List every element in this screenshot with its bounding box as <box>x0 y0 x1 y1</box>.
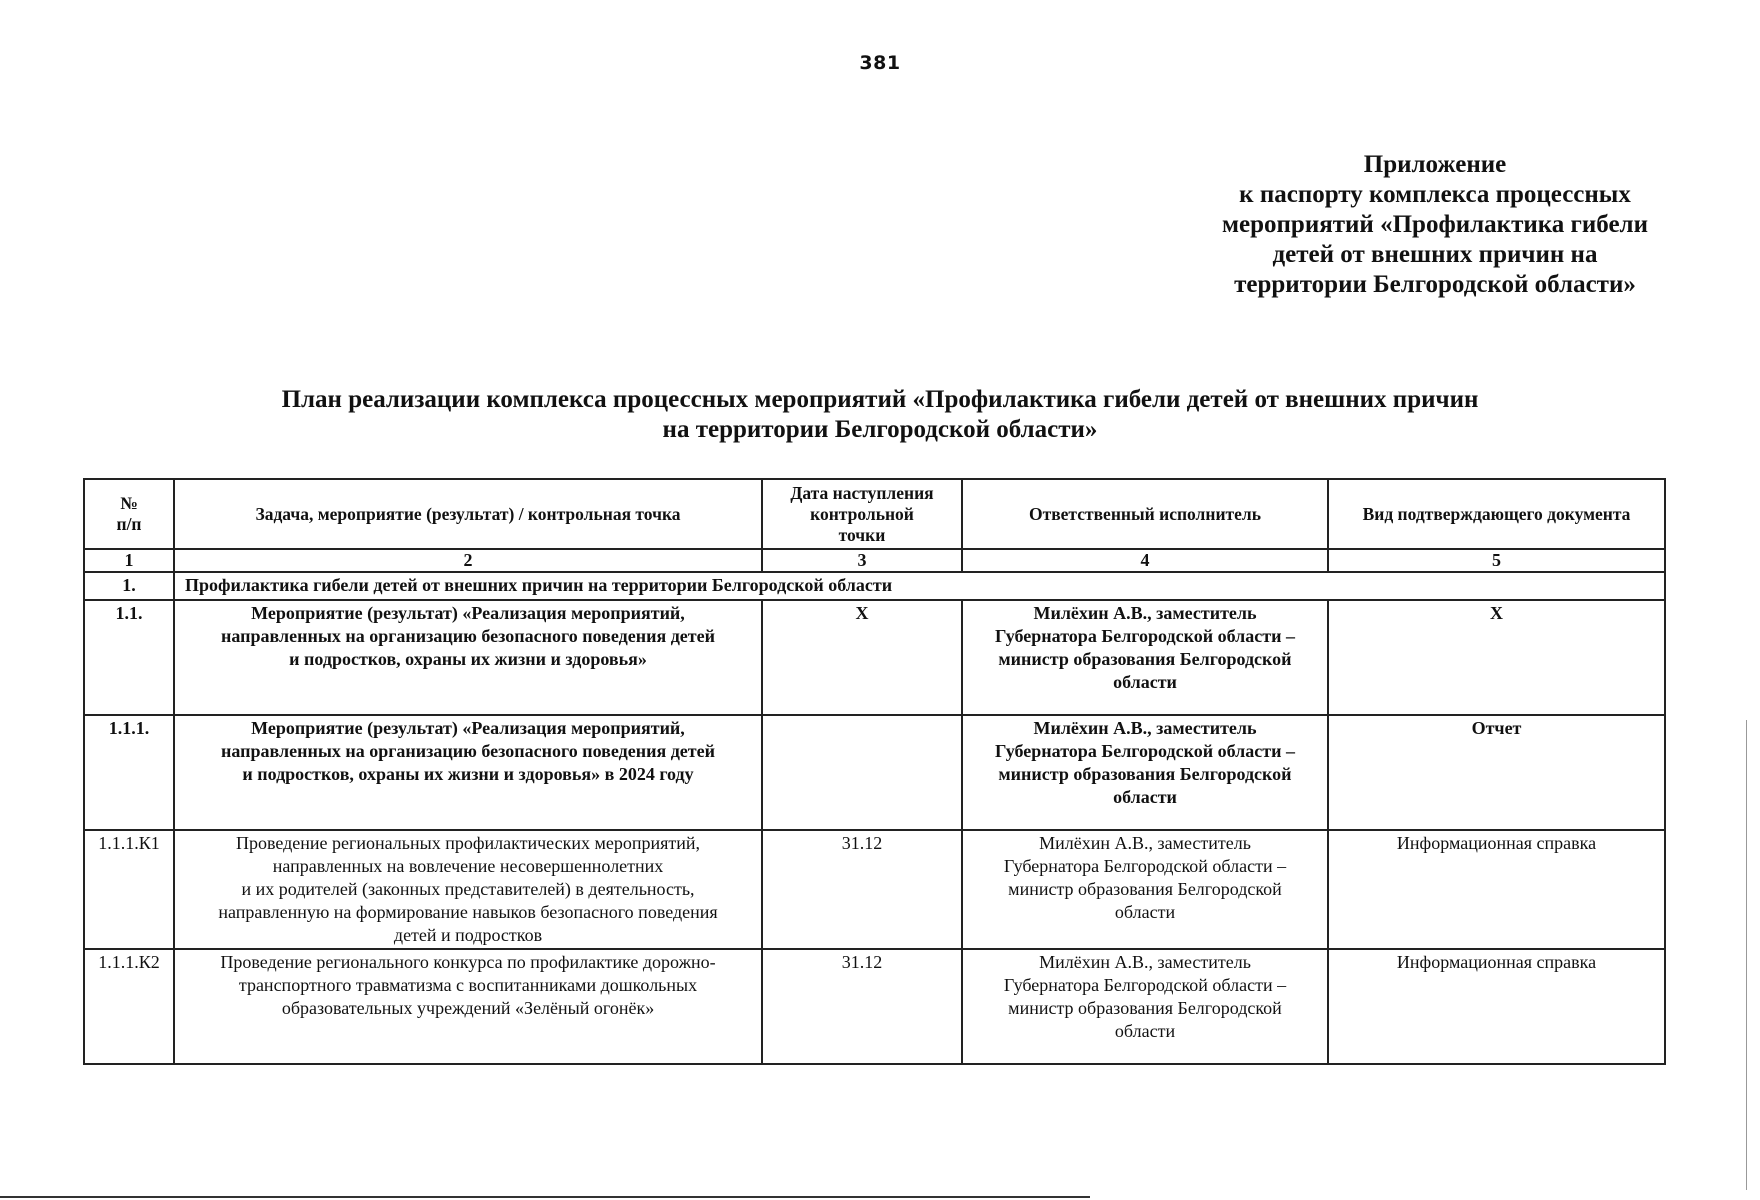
appendix-line: к паспорту комплекса процессных <box>1239 181 1631 208</box>
row-task-line: и подростков, охраны их жизни и здоровья» в 2024 году <box>242 764 694 784</box>
table-row <box>84 830 1665 949</box>
header-task: Задача, мероприятие (результат) / контрольная точка <box>174 479 762 549</box>
column-number: 3 <box>762 549 962 572</box>
column-number: 2 <box>174 549 762 572</box>
header-date-line: Дата наступления <box>790 482 934 503</box>
appendix-caption <box>1195 150 1675 300</box>
header-doc: Вид подтверждающего документа <box>1328 479 1665 549</box>
row-responsible <box>962 715 1328 830</box>
row-responsible-line: области <box>1113 672 1177 692</box>
scan-edge-line <box>0 1196 1090 1198</box>
appendix-line: мероприятий «Профилактика гибели <box>1221 211 1648 238</box>
page-number: 381 <box>859 52 901 74</box>
section-row <box>84 572 1665 600</box>
row-responsible <box>962 830 1328 949</box>
row-task-line: образовательных учреждений «Зелёный огонёк» <box>281 998 655 1018</box>
row-responsible <box>962 600 1328 715</box>
row-doc: Информационная справка <box>1328 830 1665 949</box>
row-responsible-line: Губернатора Белгородской области – <box>1003 975 1287 995</box>
header-num-line: № <box>120 493 138 513</box>
row-doc: Информационная справка <box>1328 949 1665 1064</box>
row-task-line: направленную на формирование навыков безопасного поведения <box>218 902 718 922</box>
row-task-line: направленных на вовлечение несовершеннолетних <box>272 856 664 876</box>
row-responsible-line: министр образования Белгородской <box>998 649 1292 669</box>
table-row <box>84 949 1665 1064</box>
row-date: 31.12 <box>762 830 962 949</box>
header-date-line: точки <box>838 524 886 545</box>
header-responsible: Ответственный исполнитель <box>962 479 1328 549</box>
title-line: на территории Белгородской области» <box>662 416 1098 443</box>
appendix-line: территории Белгородской области» <box>1234 271 1636 298</box>
row-responsible-line: области <box>1114 1021 1176 1041</box>
row-task-line: Мероприятие (результат) «Реализация мероприятий, <box>251 603 685 623</box>
section-text: Профилактика гибели детей от внешних причин на территории Белгородской области <box>174 572 1665 600</box>
header-num-line: п/п <box>116 514 142 534</box>
row-responsible-line: министр образования Белгородской <box>1008 879 1282 899</box>
row-task-line: и их родителей (законных представителей) в деятельность, <box>241 879 695 899</box>
table-header-row <box>84 479 1665 549</box>
appendix-line: Приложение <box>1363 151 1507 178</box>
row-date: 31.12 <box>762 949 962 1064</box>
row-responsible-line: Милёхин А.В., заместитель <box>1039 952 1251 972</box>
row-date: Х <box>762 600 962 715</box>
table-row <box>84 715 1665 830</box>
row-task <box>174 949 762 1064</box>
row-responsible-line: области <box>1114 902 1176 922</box>
column-number: 5 <box>1328 549 1665 572</box>
row-responsible-line: министр образования Белгородской <box>998 764 1292 784</box>
row-responsible-line: министр образования Белгородской <box>1008 998 1282 1018</box>
row-task-line: и подростков, охраны их жизни и здоровья» <box>289 649 647 669</box>
column-number: 4 <box>962 549 1328 572</box>
row-responsible-line: Милёхин А.В., заместитель <box>1039 833 1251 853</box>
row-task-line: направленных на организацию безопасного поведения детей <box>220 626 715 646</box>
table-row <box>84 600 1665 715</box>
row-doc: Х <box>1328 600 1665 715</box>
column-number-row <box>84 549 1665 572</box>
header-num <box>84 479 174 549</box>
row-responsible-line: Губернатора Белгородской области – <box>1003 856 1287 876</box>
column-number: 1 <box>84 549 174 572</box>
row-responsible-line: области <box>1113 787 1177 807</box>
row-task-line: транспортного травматизма с воспитанниками дошкольных <box>238 975 698 995</box>
row-responsible-line: Милёхин А.В., заместитель <box>1033 718 1257 738</box>
row-task <box>174 715 762 830</box>
row-task <box>174 600 762 715</box>
row-num: 1.1.1. <box>84 715 174 830</box>
row-responsible <box>962 949 1328 1064</box>
row-num: 1.1. <box>84 600 174 715</box>
row-num: 1.1.1.К1 <box>84 830 174 949</box>
scan-edge-line <box>1746 720 1747 1190</box>
row-task-line: Мероприятие (результат) «Реализация мероприятий, <box>251 718 685 738</box>
header-date-line: контрольной <box>810 503 914 524</box>
row-responsible-line: Губернатора Белгородской области – <box>995 626 1295 646</box>
title-line: План реализации комплекса процессных мероприятий «Профилактика гибели детей от внешних причин <box>281 386 1479 413</box>
row-date <box>762 715 962 830</box>
header-date <box>762 479 962 549</box>
row-task <box>174 830 762 949</box>
row-task-line: детей и подростков <box>393 925 543 945</box>
row-responsible-line: Губернатора Белгородской области – <box>995 741 1295 761</box>
plan-table <box>83 478 1666 1065</box>
row-task-line: направленных на организацию безопасного поведения детей <box>220 741 715 761</box>
appendix-line: детей от внешних причин на <box>1272 241 1598 268</box>
row-num: 1.1.1.К2 <box>84 949 174 1064</box>
row-task-line: Проведение региональных профилактических мероприятий, <box>235 833 701 853</box>
row-doc: Отчет <box>1328 715 1665 830</box>
section-num: 1. <box>84 572 174 600</box>
row-responsible-line: Милёхин А.В., заместитель <box>1033 603 1257 623</box>
row-task-line: Проведение регионального конкурса по профилактике дорожно- <box>220 952 716 972</box>
document-title <box>0 385 1760 445</box>
